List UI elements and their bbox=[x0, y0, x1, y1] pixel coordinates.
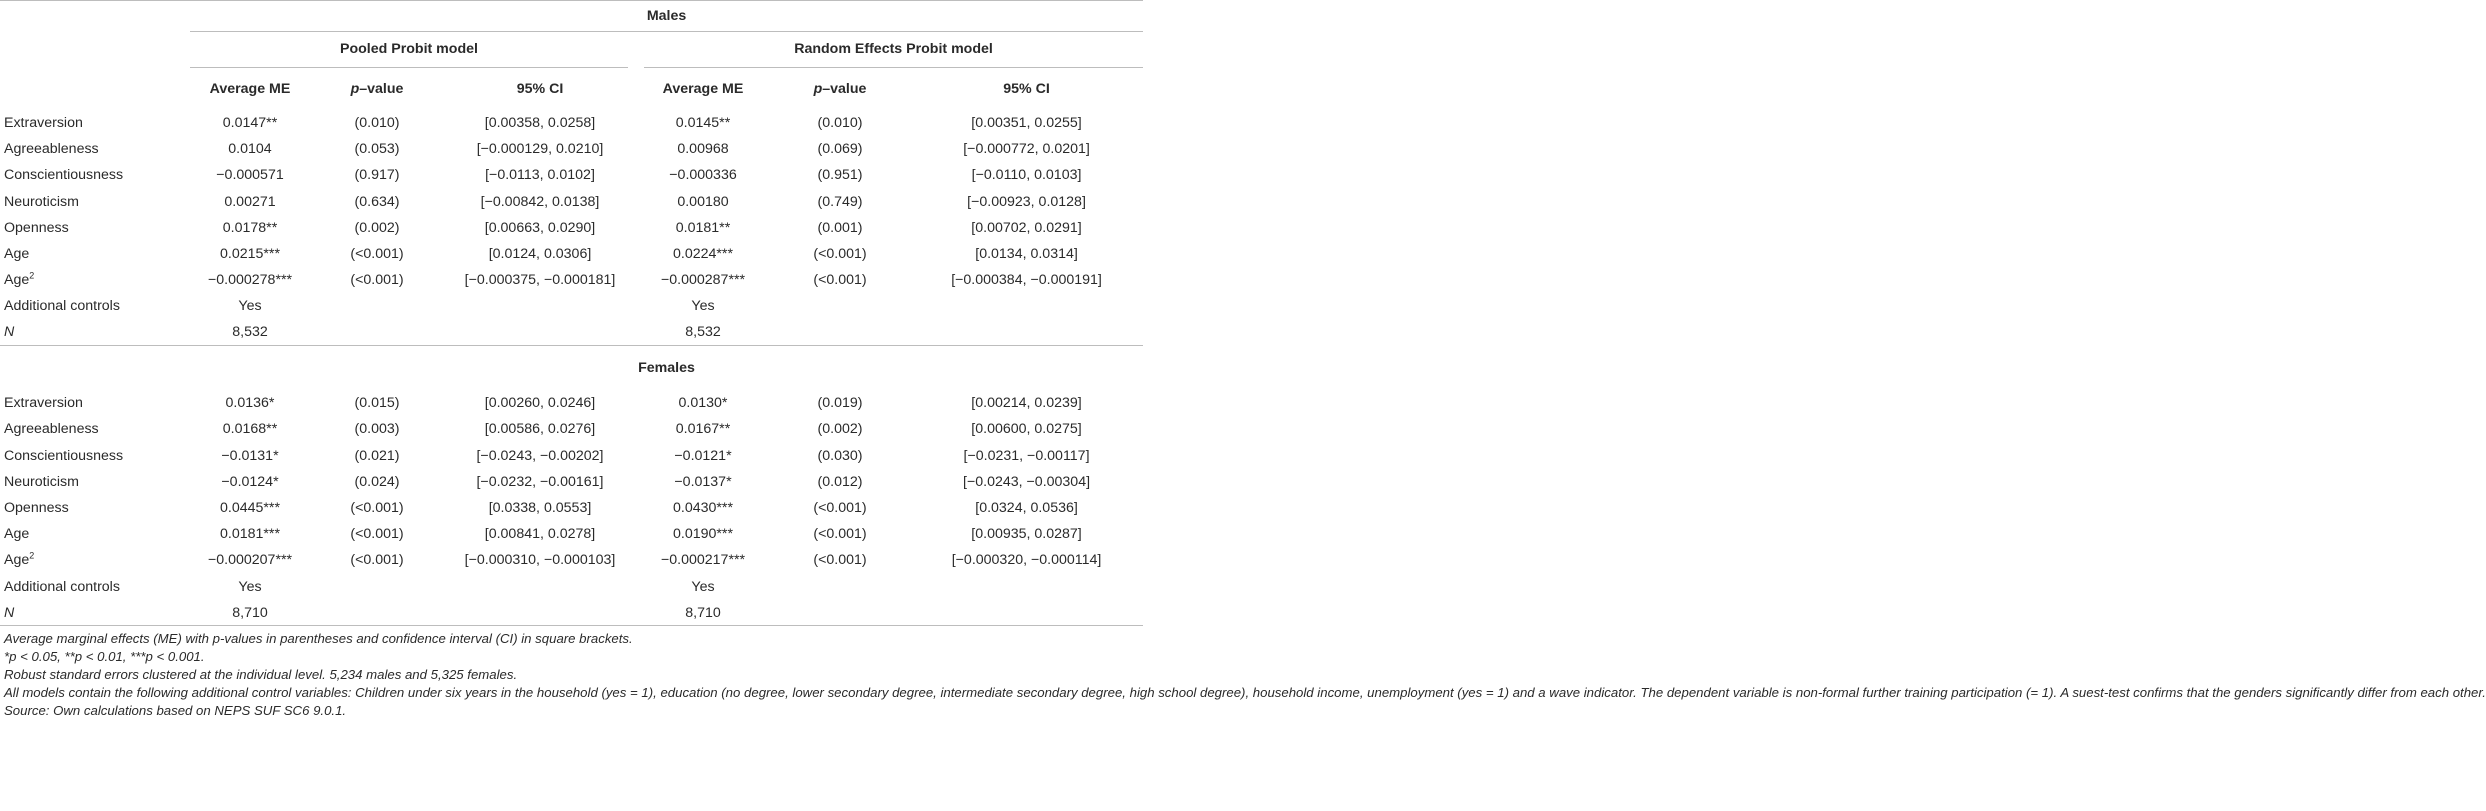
p-value-pooled: (0.003) bbox=[354, 421, 400, 438]
row-label: Extraversion bbox=[4, 115, 83, 132]
row-label: N bbox=[4, 324, 15, 341]
table-row bbox=[0, 162, 1143, 188]
row-label: Agreeableness bbox=[4, 141, 99, 158]
ci-pooled: [0.00260, 0.0246] bbox=[484, 395, 596, 412]
ci-pooled bbox=[444, 293, 636, 319]
p-value-pooled: (0.015) bbox=[354, 395, 400, 412]
pooled-model-title: Pooled Probit model bbox=[190, 32, 636, 69]
p-value-pooled: (<0.001) bbox=[350, 500, 404, 517]
ame-random: −0.0121* bbox=[674, 447, 732, 464]
p-value-random: (<0.001) bbox=[813, 246, 867, 263]
p-value-pooled bbox=[310, 600, 444, 626]
ci-pooled: [−0.000310, −0.000103] bbox=[464, 552, 616, 569]
table-row bbox=[0, 293, 1143, 319]
note-line: Source: Own calculations based on NEPS SUF SC6 9.0.1. bbox=[4, 703, 347, 719]
table-row bbox=[0, 443, 1143, 469]
p-value-random: (0.002) bbox=[817, 421, 863, 438]
females-body bbox=[0, 390, 1143, 626]
p-value-pooled: (0.010) bbox=[354, 115, 400, 132]
p-value-random: (0.012) bbox=[817, 473, 863, 490]
ci-random: [−0.0243, −0.00304] bbox=[963, 473, 1091, 490]
table-row bbox=[0, 521, 1143, 547]
ci-pooled: [−0.00842, 0.0138] bbox=[480, 193, 600, 210]
ame-random: −0.0137* bbox=[674, 473, 732, 490]
p-value-pooled: (0.917) bbox=[354, 167, 400, 184]
col-ame-2: Average ME bbox=[662, 81, 744, 97]
p-value-random bbox=[770, 600, 910, 626]
ame-random: 0.0130* bbox=[678, 395, 728, 412]
ame-pooled: 0.0215*** bbox=[220, 246, 280, 263]
table-row bbox=[0, 574, 1143, 600]
p-value-pooled: (0.053) bbox=[354, 141, 400, 158]
table-row bbox=[0, 267, 1143, 293]
ame-random: −0.000336 bbox=[669, 167, 737, 184]
p-value-pooled: (<0.001) bbox=[350, 246, 404, 263]
ame-pooled: 0.0136* bbox=[225, 395, 275, 412]
p-value-random: (<0.001) bbox=[813, 526, 867, 543]
note-line: Robust standard errors clustered at the individual level. 5,234 males and 5,325 females. bbox=[4, 667, 518, 683]
table-row bbox=[0, 241, 1143, 267]
superscript: 2 bbox=[29, 550, 35, 561]
p-value-pooled: (0.002) bbox=[354, 219, 400, 236]
row-label: Conscientiousness bbox=[4, 447, 124, 464]
ci-random: [0.00214, 0.0239] bbox=[971, 395, 1082, 412]
col-ci-1: 95% CI bbox=[516, 81, 564, 97]
ci-random: [−0.000772, 0.0201] bbox=[963, 141, 1090, 158]
ci-random: [0.00351, 0.0255] bbox=[971, 115, 1082, 132]
females-header-row bbox=[0, 346, 1143, 391]
note-line: Average marginal effects (ME) with p-values in parentheses and confidence interval (CI) in square brackets. bbox=[4, 631, 633, 647]
p-value-pooled bbox=[310, 574, 444, 600]
ame-random: 0.00180 bbox=[677, 193, 729, 210]
col-p-1: p–value bbox=[350, 81, 404, 97]
ci-pooled: [−0.000375, −0.000181] bbox=[464, 272, 616, 289]
p-value-random: (0.749) bbox=[817, 193, 863, 210]
row-label: N bbox=[4, 604, 15, 621]
ci-random: [−0.000320, −0.000114] bbox=[951, 552, 1102, 569]
ci-pooled: [0.0338, 0.0553] bbox=[488, 500, 592, 517]
col-ame-1: Average ME bbox=[209, 81, 291, 97]
ame-pooled: −0.000207*** bbox=[207, 552, 293, 569]
p-value-pooled: (<0.001) bbox=[350, 552, 404, 569]
males-body bbox=[0, 110, 1143, 346]
row-label: Agreeableness bbox=[4, 421, 99, 438]
ame-random: 0.0145** bbox=[675, 115, 731, 132]
ci-pooled bbox=[444, 600, 636, 626]
ci-pooled: [−0.0113, 0.0102] bbox=[485, 167, 595, 184]
p-value-pooled: (0.634) bbox=[354, 193, 400, 210]
row-label: Neuroticism bbox=[4, 193, 79, 210]
ci-random: [0.0134, 0.0314] bbox=[975, 246, 1078, 263]
ame-pooled: 0.00271 bbox=[224, 193, 276, 210]
model-header-row bbox=[0, 32, 1143, 69]
table-row bbox=[0, 215, 1143, 241]
ci-random: [0.00600, 0.0275] bbox=[971, 421, 1082, 438]
ci-random bbox=[910, 320, 1143, 346]
p-value-random: (0.019) bbox=[817, 395, 863, 412]
row-label: Age bbox=[4, 526, 30, 543]
ame-pooled: Yes bbox=[238, 298, 262, 315]
ame-random: 0.0224*** bbox=[673, 246, 733, 263]
ci-random: [−0.00923, 0.0128] bbox=[967, 193, 1086, 210]
p-value-random: (0.001) bbox=[817, 219, 863, 236]
ci-pooled: [0.0124, 0.0306] bbox=[488, 246, 592, 263]
ame-pooled: 0.0147** bbox=[222, 115, 278, 132]
row-label: Additional controls bbox=[4, 298, 120, 315]
ci-pooled: [0.00586, 0.0276] bbox=[484, 421, 596, 438]
p-value-random: (<0.001) bbox=[813, 272, 867, 289]
table-row bbox=[0, 495, 1143, 521]
p-value-random: (0.010) bbox=[817, 115, 863, 132]
p-value-pooled: (<0.001) bbox=[350, 272, 404, 289]
p-value-pooled: (<0.001) bbox=[350, 526, 404, 543]
females-group-title: Females bbox=[190, 346, 1143, 391]
ame-random: 0.0181** bbox=[675, 219, 731, 236]
row-label: Extraversion bbox=[4, 395, 83, 412]
table-row bbox=[0, 600, 1143, 626]
ci-random: [0.0324, 0.0536] bbox=[975, 500, 1078, 517]
p-value-pooled: (0.021) bbox=[354, 447, 400, 464]
ci-pooled: [0.00663, 0.0290] bbox=[484, 219, 596, 236]
p-value-random: (<0.001) bbox=[813, 500, 867, 517]
table-row bbox=[0, 110, 1143, 136]
males-header-row bbox=[0, 1, 1143, 32]
ame-random: 0.0430*** bbox=[673, 500, 733, 517]
row-label: Age bbox=[4, 246, 30, 263]
p-value-random: (0.030) bbox=[817, 447, 863, 464]
ame-pooled: Yes bbox=[238, 578, 262, 595]
males-group-title: Males bbox=[190, 1, 1143, 32]
random-model-title: Random Effects Probit model bbox=[636, 32, 1143, 69]
table-row bbox=[0, 320, 1143, 346]
row-label: Openness bbox=[4, 500, 69, 517]
ame-random: Yes bbox=[691, 298, 715, 315]
row-label: Openness bbox=[4, 219, 69, 236]
table-row bbox=[0, 189, 1143, 215]
ame-pooled: −0.000571 bbox=[216, 167, 284, 184]
ame-pooled: 0.0104 bbox=[228, 141, 272, 158]
ame-pooled: −0.000278*** bbox=[207, 272, 293, 289]
table-row bbox=[0, 416, 1143, 442]
table-row bbox=[0, 136, 1143, 162]
ci-random: [−0.000384, −0.000191] bbox=[951, 272, 1102, 289]
table-row bbox=[0, 547, 1143, 573]
ci-random: [−0.0110, 0.0103] bbox=[971, 167, 1082, 184]
p-value-random: (<0.001) bbox=[813, 552, 867, 569]
p-value-random bbox=[770, 574, 910, 600]
row-label: Neuroticism bbox=[4, 473, 79, 490]
ame-random: −0.000217*** bbox=[660, 552, 746, 569]
ci-pooled: [0.00841, 0.0278] bbox=[484, 526, 596, 543]
row-label: Additional controls bbox=[4, 578, 120, 595]
ame-random: 8,532 bbox=[685, 324, 721, 341]
col-p-2: p–value bbox=[813, 81, 867, 97]
ame-random: 0.00968 bbox=[677, 141, 729, 158]
p-value-random: (0.069) bbox=[817, 141, 863, 158]
p-value-pooled bbox=[310, 320, 444, 346]
ci-pooled: [−0.0232, −0.00161] bbox=[476, 473, 604, 490]
ame-random: −0.000287*** bbox=[660, 272, 746, 289]
notes-row bbox=[0, 626, 1143, 721]
p-value-random bbox=[770, 320, 910, 346]
ci-random: [0.00935, 0.0287] bbox=[971, 526, 1082, 543]
p-value-pooled bbox=[310, 293, 444, 319]
col-ci-2: 95% CI bbox=[1003, 81, 1050, 97]
ci-random bbox=[910, 600, 1143, 626]
ci-pooled bbox=[444, 574, 636, 600]
ame-pooled: 0.0445*** bbox=[220, 500, 280, 517]
notes-box bbox=[4, 630, 2486, 720]
p-value-pooled: (0.024) bbox=[354, 473, 400, 490]
table-row bbox=[0, 390, 1143, 416]
column-header-row bbox=[0, 68, 1143, 110]
ame-pooled: −0.0124* bbox=[221, 473, 279, 490]
table-row bbox=[0, 469, 1143, 495]
superscript: 2 bbox=[29, 270, 35, 281]
note-line: *p < 0.05, **p < 0.01, ***p < 0.001. bbox=[4, 649, 205, 665]
ame-pooled: 0.0181*** bbox=[220, 526, 280, 543]
ame-random: Yes bbox=[691, 578, 715, 595]
ame-pooled: 8,710 bbox=[232, 604, 268, 621]
ame-random: 0.0190*** bbox=[673, 526, 733, 543]
ci-random: [−0.0231, −0.00117] bbox=[963, 447, 1090, 464]
ame-pooled: 0.0168** bbox=[222, 421, 278, 438]
ame-pooled: 8,532 bbox=[232, 324, 268, 341]
ame-pooled: −0.0131* bbox=[221, 447, 279, 464]
ci-random bbox=[910, 293, 1143, 319]
p-value-random bbox=[770, 293, 910, 319]
ame-random: 0.0167** bbox=[675, 421, 731, 438]
ci-pooled: [−0.000129, 0.0210] bbox=[476, 141, 604, 158]
row-label: Age$^2$ bbox=[4, 270, 35, 289]
row-label: Conscientiousness bbox=[4, 167, 124, 184]
p-value-random: (0.951) bbox=[817, 167, 863, 184]
ame-pooled: 0.0178** bbox=[222, 219, 278, 236]
ci-pooled: [0.00358, 0.0258] bbox=[484, 115, 596, 132]
table-notes bbox=[0, 626, 2486, 721]
row-label: Age$^2$ bbox=[4, 550, 35, 569]
ci-pooled: [−0.0243, −0.00202] bbox=[476, 447, 604, 464]
ame-random: 8,710 bbox=[685, 604, 721, 621]
ci-random: [0.00702, 0.0291] bbox=[971, 219, 1082, 236]
ci-random bbox=[910, 574, 1143, 600]
ci-pooled bbox=[444, 320, 636, 346]
note-line: All models contain the following additional control variables: Children under six years in the household (yes = 1), education (no degree, lower secondary degree, intermediate secondary degree, high school degree), household income, unemployment (yes = 1) and a wave indicator. The dependent variable is non-formal further training participation (= 1). A suest-test confirms that the genders significantly differ from each other. bbox=[4, 685, 2486, 701]
